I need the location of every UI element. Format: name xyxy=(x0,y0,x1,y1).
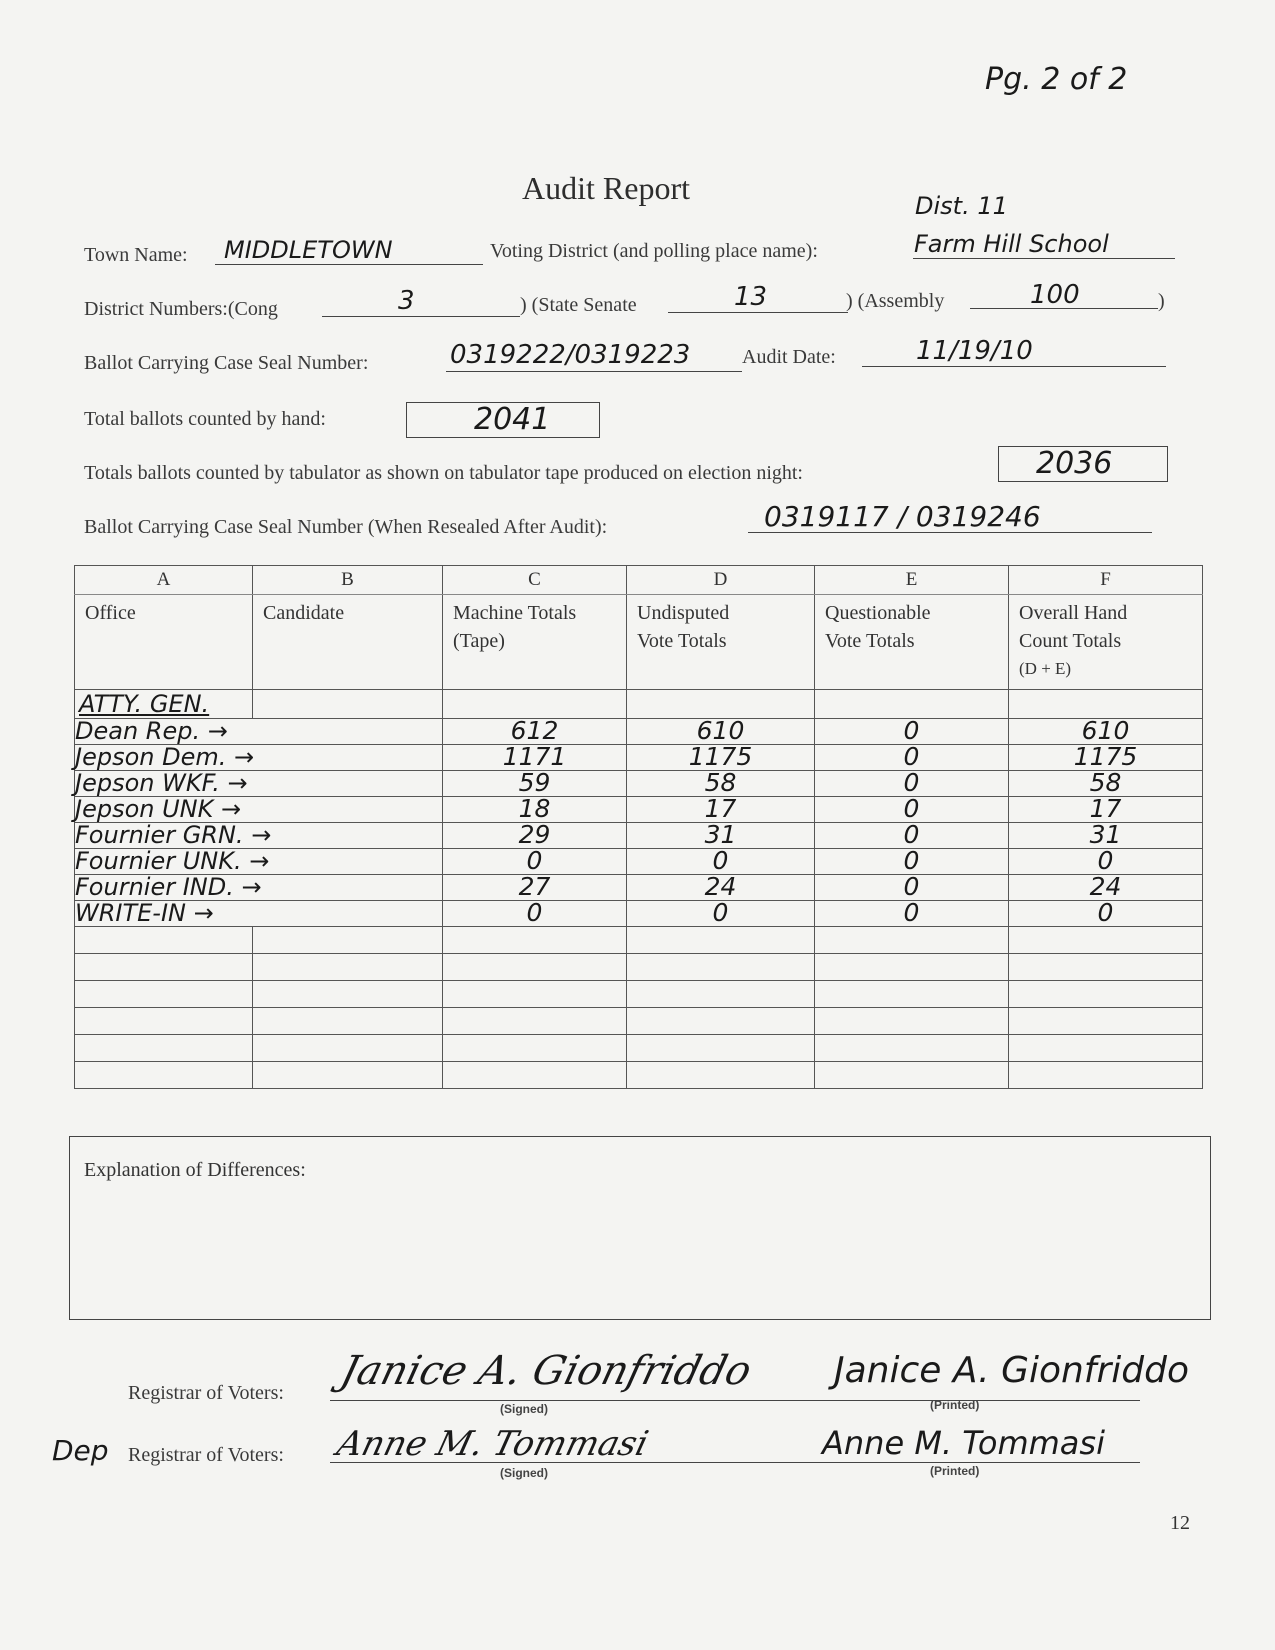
machine-total-cell: 612 xyxy=(443,719,627,745)
district-note: Dist. 11 xyxy=(915,192,1008,220)
office-value: ATTY. GEN. xyxy=(79,690,210,718)
town-value: MIDDLETOWN xyxy=(224,236,393,264)
overall-total-cell: 58 xyxy=(1009,771,1203,797)
assembly-value: 100 xyxy=(1030,280,1080,310)
overall-total-cell: 0 xyxy=(1009,901,1203,927)
empty-cell xyxy=(443,690,627,719)
header-overall-line1: Overall Hand xyxy=(1019,602,1128,624)
cong-line xyxy=(322,316,520,317)
overall-total-cell: 17 xyxy=(1009,797,1203,823)
header-machine-line1: Machine Totals xyxy=(453,602,577,624)
undisputed-total-cell: 31 xyxy=(627,823,815,849)
deputy-printed-caption: (Printed) xyxy=(930,1464,980,1478)
questionable-total-cell: 0 xyxy=(815,901,1009,927)
questionable-total-cell: 0 xyxy=(815,823,1009,849)
tabulator-label: Totals ballots counted by tabulator as shown on tabulator tape produced on election night: xyxy=(84,462,803,484)
registrar-printed-caption: (Printed) xyxy=(930,1398,980,1412)
candidate-cell: Jepson WKF. → xyxy=(75,771,443,797)
column-letter: A xyxy=(75,566,253,595)
column-letter: C xyxy=(443,566,627,595)
column-letter: B xyxy=(253,566,443,595)
candidate-cell: Jepson UNK → xyxy=(75,797,443,823)
empty-row xyxy=(75,1062,1203,1089)
audit-date-label: Audit Date: xyxy=(742,346,836,368)
overall-total-cell: 0 xyxy=(1009,849,1203,875)
table-row xyxy=(75,719,1203,745)
empty-row xyxy=(75,954,1203,981)
tabulator-value: 2036 xyxy=(1036,446,1113,481)
empty-row xyxy=(75,1008,1203,1035)
machine-total-cell: 1171 xyxy=(443,745,627,771)
questionable-total-cell: 0 xyxy=(815,797,1009,823)
header-undisputed-line1: Undisputed xyxy=(637,602,730,624)
explanation-label: Explanation of Differences: xyxy=(84,1159,306,1181)
header-overall-line2: Count Totals xyxy=(1019,630,1122,652)
column-letter: D xyxy=(627,566,815,595)
registrar-signed-caption: (Signed) xyxy=(500,1402,548,1416)
district-numbers-label: District Numbers:(Cong xyxy=(84,298,278,320)
empty-cell xyxy=(253,690,443,719)
state-senate-value: 13 xyxy=(734,282,768,312)
voting-district-label: Voting District (and polling place name): xyxy=(490,240,818,262)
table-row xyxy=(75,901,1203,927)
questionable-total-cell: 0 xyxy=(815,745,1009,771)
empty-row xyxy=(75,981,1203,1008)
deputy-registrar-label: Registrar of Voters: xyxy=(128,1444,284,1466)
state-senate-label: ) (State Senate xyxy=(520,294,637,316)
candidate-cell: WRITE-IN → xyxy=(75,901,443,927)
reseal-value: 0319117 / 0319246 xyxy=(764,500,1041,533)
state-senate-line xyxy=(668,312,848,313)
overall-total-cell: 24 xyxy=(1009,875,1203,901)
empty-cell xyxy=(627,690,815,719)
column-letter: F xyxy=(1009,566,1203,595)
header-questionable xyxy=(815,595,1009,690)
registrar-line xyxy=(330,1400,1140,1401)
table-row xyxy=(75,797,1203,823)
office-cell xyxy=(75,690,253,719)
table-row xyxy=(75,849,1203,875)
header-candidate xyxy=(253,595,443,690)
candidate-cell: Fournier IND. → xyxy=(75,875,443,901)
undisputed-total-cell: 17 xyxy=(627,797,815,823)
seal-line xyxy=(446,371,742,372)
audit-date-line xyxy=(862,366,1166,367)
machine-total-cell: 18 xyxy=(443,797,627,823)
undisputed-total-cell: 58 xyxy=(627,771,815,797)
voting-district-value: Farm Hill School xyxy=(914,230,1109,258)
deputy-signed-caption: (Signed) xyxy=(500,1466,548,1480)
empty-cell xyxy=(815,690,1009,719)
registrar-printed-name: Janice A. Gionfriddo xyxy=(834,1350,1190,1391)
questionable-total-cell: 0 xyxy=(815,719,1009,745)
machine-total-cell: 27 xyxy=(443,875,627,901)
table-row xyxy=(75,745,1203,771)
header-candidate-text: Candidate xyxy=(263,602,345,624)
candidate-cell: Fournier UNK. → xyxy=(75,849,443,875)
page-number: 12 xyxy=(1170,1512,1190,1534)
undisputed-total-cell: 24 xyxy=(627,875,815,901)
header-undisputed xyxy=(627,595,815,690)
voting-district-line xyxy=(913,258,1175,259)
header-machine-line2: (Tape) xyxy=(453,630,505,652)
machine-total-cell: 59 xyxy=(443,771,627,797)
table-row xyxy=(75,771,1203,797)
questionable-total-cell: 0 xyxy=(815,849,1009,875)
machine-total-cell: 0 xyxy=(443,849,627,875)
header-undisputed-line2: Vote Totals xyxy=(637,630,727,652)
candidate-cell: Fournier GRN. → xyxy=(75,823,443,849)
seal-value: 0319222/0319223 xyxy=(450,340,691,370)
header-overall xyxy=(1009,595,1203,690)
hand-count-label: Total ballots counted by hand: xyxy=(84,408,326,430)
assembly-label: ) (Assembly xyxy=(846,290,945,312)
candidate-cell: Jepson Dem. → xyxy=(75,745,443,771)
town-label: Town Name: xyxy=(84,244,188,266)
empty-row xyxy=(75,1035,1203,1062)
registrar-signature: Janice A. Gionfriddo xyxy=(336,1348,756,1394)
header-questionable-line2: Vote Totals xyxy=(825,630,915,652)
column-letter: E xyxy=(815,566,1009,595)
empty-row xyxy=(75,927,1203,954)
header-questionable-line1: Questionable xyxy=(825,602,931,624)
page-title: Audit Report xyxy=(522,170,690,206)
deputy-printed-name: Anne M. Tommasi xyxy=(822,1424,1105,1462)
reseal-label: Ballot Carrying Case Seal Number (When Resealed After Audit): xyxy=(84,516,608,538)
cong-value: 3 xyxy=(398,286,415,316)
town-line xyxy=(215,264,483,265)
header-machine xyxy=(443,595,627,690)
undisputed-total-cell: 1175 xyxy=(627,745,815,771)
deputy-signature: Anne M. Tommasi xyxy=(333,1424,653,1464)
overall-total-cell: 31 xyxy=(1009,823,1203,849)
assembly-close: ) xyxy=(1158,290,1165,312)
office-row xyxy=(75,690,1203,719)
table-row xyxy=(75,875,1203,901)
undisputed-total-cell: 0 xyxy=(627,849,815,875)
seal-label: Ballot Carrying Case Seal Number: xyxy=(84,352,369,374)
hand-count-value: 2041 xyxy=(474,402,551,437)
questionable-total-cell: 0 xyxy=(815,875,1009,901)
candidate-cell: Dean Rep. → xyxy=(75,719,443,745)
audit-date-value: 11/19/10 xyxy=(916,336,1033,366)
deputy-prefix: Dep xyxy=(52,1434,109,1467)
column-header-row xyxy=(75,595,1203,690)
table-row xyxy=(75,823,1203,849)
explanation-box xyxy=(69,1136,1211,1320)
registrar-label: Registrar of Voters: xyxy=(128,1382,284,1404)
page-marker: Pg. 2 of 2 xyxy=(985,62,1128,97)
overall-total-cell: 1175 xyxy=(1009,745,1203,771)
undisputed-total-cell: 610 xyxy=(627,719,815,745)
column-letter-row xyxy=(75,566,1203,595)
header-office xyxy=(75,595,253,690)
machine-total-cell: 0 xyxy=(443,901,627,927)
header-office-text: Office xyxy=(85,602,136,624)
empty-cell xyxy=(1009,690,1203,719)
questionable-total-cell: 0 xyxy=(815,771,1009,797)
overall-total-cell: 610 xyxy=(1009,719,1203,745)
machine-total-cell: 29 xyxy=(443,823,627,849)
undisputed-total-cell: 0 xyxy=(627,901,815,927)
header-overall-line3: (D + E) xyxy=(1019,659,1072,678)
audit-table xyxy=(74,565,1203,1089)
